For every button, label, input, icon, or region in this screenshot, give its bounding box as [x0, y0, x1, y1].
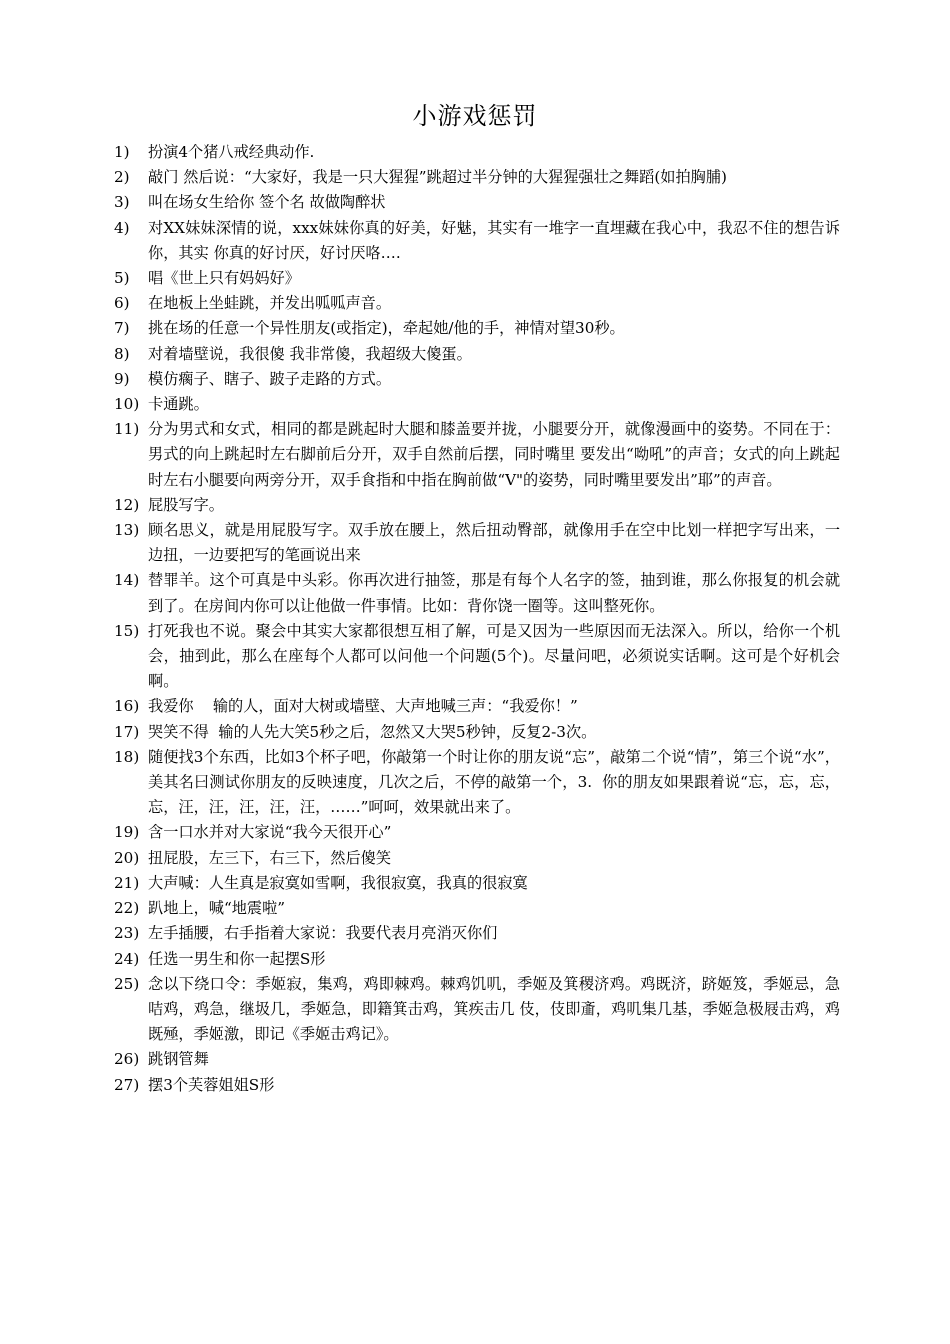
list-item: [114, 417, 840, 493]
list-item-number: 11): [114, 420, 140, 439]
list-item-text: 对着墙壁说，我很傻 我非常傻，我超级大傻蛋。: [148, 344, 472, 363]
list-item: [114, 291, 840, 316]
list-item: [114, 493, 840, 518]
list-item: [114, 266, 840, 291]
list-item-number: 21): [114, 873, 140, 892]
list-item-number: 18): [114, 747, 140, 766]
list-item-text: 打死我也不说。聚会中其实大家都很想互相了解，可是又因为一些原因而无法深入。所以，给你一个机会，抽到此，那么在座每个人都可以问他一个问题(5个)。尽量问吧，必须说实话啊。这可是个好机会啊。: [148, 621, 840, 691]
list-item-text: 念以下绕口令：季姬寂，集鸡，鸡即棘鸡。棘鸡饥叽，季姬及箕稷济鸡。鸡既济，跻姬笈，季姬忌，急咭鸡，鸡急，继圾几，季姬急，即籍箕击鸡，箕疾击几 伎，伎即齑，鸡叽集几基，季姬急极屐击鸡，鸡既殛，季姬激，即记《季姬击鸡记》。: [148, 974, 840, 1044]
list-item-text: 摆3个芙蓉姐姐S形: [148, 1075, 275, 1094]
list-item-number: 8): [114, 344, 130, 363]
list-item-text: 大声喊：人生真是寂寞如雪啊，我很寂寞，我真的很寂寞: [148, 873, 528, 892]
list-item-text: 敲门 然后说：“大家好，我是一只大猩猩”跳超过半分钟的大猩猩强壮之舞蹈(如拍胸脯): [148, 168, 727, 187]
list-item-number: 10): [114, 395, 140, 414]
list-item-number: 3): [114, 193, 130, 212]
list-item-number: 13): [114, 521, 140, 540]
list-item: [114, 972, 840, 1048]
list-item-text: 哭笑不得 输的人先大笑5秒之后，忽然又大哭5秒钟，反复2-3次。: [148, 722, 597, 741]
list-item-number: 27): [114, 1075, 140, 1094]
list-item-number: 15): [114, 621, 140, 640]
list-item: [114, 518, 840, 568]
page-title: 小游戏惩罚: [412, 102, 538, 130]
list-item-number: 25): [114, 974, 140, 993]
list-item: [114, 896, 840, 921]
list-item-text: 扭屁股，左三下，右三下，然后傻笑: [148, 848, 391, 867]
list-item: [114, 367, 840, 392]
list-item-number: 5): [114, 269, 130, 288]
list-item-number: 16): [114, 697, 140, 716]
list-item: [114, 216, 840, 266]
list-item: [114, 140, 840, 165]
list-item-number: 26): [114, 1050, 140, 1069]
list-item: [114, 1073, 840, 1098]
list-item: [114, 694, 840, 719]
list-item-number: 17): [114, 722, 140, 741]
list-item: [114, 1047, 840, 1072]
list-item-text: 挑在场的任意一个异性朋友(或指定)，牵起她/他的手，神情对望30秒。: [148, 319, 625, 338]
list-item-text: 跳钢管舞: [148, 1050, 209, 1069]
list-item: [114, 820, 840, 845]
list-item: [114, 190, 840, 215]
list-item-number: 19): [114, 823, 140, 842]
list-item-text: 趴地上，喊“地震啦”: [148, 899, 286, 918]
list-item-text: 分为男式和女式，相同的都是跳起时大腿和膝盖要并拢，小腿要分开，就像漫画中的姿势。不同在于：男式的向上跳起时左右脚前后分开，双手自然前后摆，同时嘴里 要发出“呦吼”的声音；女式的向上跳起时左右小腿要向两旁分开，双手食指和中指在胸前做“V"的姿势，同时嘴里要发出”耶”的声音。: [148, 420, 840, 489]
list-item-number: 1): [114, 143, 130, 161]
list-item-text: 扮演4个猪八戒经典动作.: [148, 143, 315, 161]
list-item: [114, 745, 840, 821]
punishment-list: [114, 140, 840, 1098]
list-item-text: 唱《世上只有妈妈好》: [148, 269, 300, 288]
list-item-number: 6): [114, 294, 130, 313]
list-item-number: 14): [114, 571, 140, 590]
list-item-number: 7): [114, 319, 130, 338]
list-item: [114, 392, 840, 417]
list-item: [114, 165, 840, 190]
list-item-text: 含一口水并对大家说“我今天很开心”: [148, 823, 392, 842]
list-item: [114, 619, 840, 695]
list-item: [114, 316, 840, 341]
list-item: [114, 947, 840, 972]
list-item-text: 在地板上坐蛙跳，并发出呱呱声音。: [148, 294, 391, 313]
list-item-text: 叫在场女生给你 签个名 故做陶醉状: [148, 193, 386, 212]
list-item-text: 左手插腰，右手指着大家说：我要代表月亮消灭你们: [148, 924, 498, 943]
list-item: [114, 342, 840, 367]
list-item-number: 9): [114, 369, 130, 388]
list-item: [114, 846, 840, 871]
list-item-text: 任选一男生和你一起摆S形: [148, 949, 326, 968]
list-item-number: 24): [114, 949, 140, 968]
list-item-number: 2): [114, 168, 130, 187]
list-item: [114, 871, 840, 896]
list-item-number: 22): [114, 899, 140, 918]
list-item-text: 模仿瘸子、瞎子、跛子走路的方式。: [148, 369, 391, 388]
list-item-number: 12): [114, 495, 140, 514]
list-item-text: 卡通跳。: [148, 395, 209, 414]
list-item-text: 屁股写字。: [148, 495, 224, 514]
list-item: [114, 720, 840, 745]
list-item: [114, 568, 840, 618]
list-item: [114, 921, 840, 946]
list-item-text: 替罪羊。这个可真是中头彩。你再次进行抽签，那是有每个人名字的签，抽到谁，那么你报复的机会就到了。在房间内你可以让他做一件事情。比如：背你饶一圈等。这叫整死你。: [148, 571, 840, 615]
list-item-number: 20): [114, 848, 140, 867]
list-item-text: 随便找3个东西，比如3个杯子吧，你敲第一个时让你的朋友说“忘”，敲第二个说“情”，第三个说“水”，美其名曰测试你朋友的反映速度，几次之后，不停的敲第一个，3. 你的朋友如果跟着说“忘，忘，忘，忘，汪，汪，汪，汪，汪，……”呵呵，效果就出来了。: [148, 747, 840, 817]
list-item-text: 我爱你 输的人，面对大树或墙壁、大声地喊三声：“我爱你！”: [148, 697, 578, 716]
list-item-number: 4): [114, 218, 130, 237]
list-item-text: 对XX妹妹深情的说，xxx妹妹你真的好美，好魅，其实有一堆字一直埋藏在我心中，我忍不住的想告诉你，其实 你真的好讨厌，好讨厌咯….: [148, 218, 840, 262]
list-item-text: 顾名思义，就是用屁股写字。双手放在腰上，然后扭动臀部，就像用手在空中比划一样把字写出来，一边扭，一边要把写的笔画说出来: [148, 521, 840, 565]
list-item-number: 23): [114, 924, 140, 943]
